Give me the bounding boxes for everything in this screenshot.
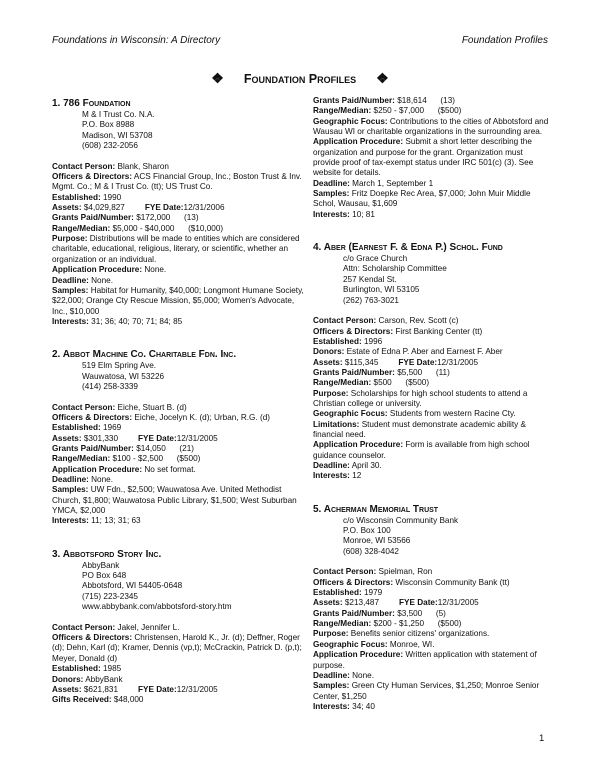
entry-address — [313, 516, 551, 557]
limitations: Limitations: Student must demonstrate academic ability & financial need. — [313, 419, 526, 439]
assets: Assets: $621,831 FYE Date:12/31/2005 — [52, 684, 218, 694]
interests: Interests: 10; 81 — [313, 209, 375, 219]
established: Established: 1990 — [52, 192, 122, 202]
foundation-entry-aber-schol-fund — [313, 242, 551, 482]
gifts-received: Gifts Received: $48,000 — [52, 695, 144, 705]
range-median: Range/Median: $250 - $7,000 ($500) — [313, 106, 462, 116]
interests: Interests: 12 — [313, 471, 362, 481]
page-title — [0, 70, 600, 87]
entry-address — [52, 110, 310, 151]
assets: Assets: $4,029,827 FYE Date:12/31/2006 — [52, 203, 225, 213]
running-header-title: Foundations in Wisconsin: A Directory — [52, 35, 221, 46]
foundation-entry-abbotsford-story — [52, 549, 310, 706]
officers-directors: Officers & Directors: First Banking Center (tt) — [313, 326, 483, 336]
left-column — [52, 98, 310, 706]
address-line: (262) 763-3021 — [343, 295, 399, 305]
address-line: (608) 232-2056 — [82, 141, 138, 151]
address-line: Wauwatosa, WI 53226 — [82, 371, 165, 381]
contact-person: Contact Person: Spielman, Ron — [313, 567, 433, 577]
address-line: 257 Kendal St. — [343, 274, 397, 284]
samples: Samples: Green Cty Human Services, $1,250; Monroe Senior Center, $1,250 — [313, 681, 540, 701]
right-column — [313, 96, 551, 712]
address-line: (608) 328-4042 — [343, 546, 399, 556]
foundation-entry-abbot-machine — [52, 349, 310, 527]
interests: Interests: 31; 36; 40; 70; 71; 84; 85 — [52, 316, 183, 326]
entry-address — [52, 361, 310, 392]
address-line: 519 Elm Spring Ave. — [82, 361, 157, 371]
address-line: Attn: Scholarship Committee — [343, 264, 447, 274]
address-line: (715) 223-2345 — [82, 591, 138, 601]
application-procedure: Application Procedure: Form is available from high school guidance counselor. — [313, 440, 530, 460]
purpose: Purpose: Distributions will be made to entities which are considered charitable, educational, religious, literary, or scientific, whether an organization or an individual. — [52, 234, 300, 264]
geographic-focus: Geographic Focus: Monroe, WI. — [313, 639, 435, 649]
application-procedure: Application Procedure: No set format. — [52, 464, 196, 474]
purpose: Purpose: Scholarships for high school students to attend a Christian college or university. — [313, 388, 528, 408]
entry-title: 3. Abbotsford Story Inc. — [52, 548, 162, 560]
samples: Samples: Fritz Doepke Rec Area, $7,000; John Muir Middle Schol, Wausau, $1,609 — [313, 189, 531, 209]
deadline: Deadline: March 1, September 1 — [313, 178, 434, 188]
deadline: Deadline: None. — [52, 475, 113, 484]
established: Established: 1969 — [52, 423, 122, 433]
grants-paid: Grants Paid/Number: $3,500 (5) — [313, 608, 446, 618]
entry-title: 1. 786 Foundation — [52, 98, 131, 109]
address-line: (414) 258-3339 — [82, 381, 138, 391]
range-median: Range/Median: $200 - $1,250 ($500) — [313, 619, 462, 629]
donors: Donors: Estate of Edna P. Aber and Earnest F. Aber — [313, 347, 503, 357]
interests: Interests: 11; 13; 31; 63 — [52, 516, 141, 526]
website-link[interactable]: www.abbybank.com/abbotsford-story.htm — [82, 602, 232, 612]
officers-directors: Officers & Directors: Christensen, Harold K., Jr. (d); Deffner, Roger (d); Dehn, Karl (d); Kramer, Dennis (vp,t); McCrackin, Patrick D. (p,t); Meyer, Donald (d) — [52, 633, 302, 663]
grants-paid: Grants Paid/Number: $14,050 (21) — [52, 443, 194, 453]
officers-directors: Officers & Directors: ACS Financial Group, Inc.; Boston Trust & Inv. Mgmt. Co.; M & I Trust Co. (tt); US Trust Co. — [52, 172, 302, 192]
officers-directors: Officers & Directors: Wisconsin Community Bank (tt) — [313, 577, 510, 587]
established: Established: 1985 — [52, 664, 122, 674]
established: Established: 1979 — [313, 588, 383, 598]
page-title-text: Foundation Profiles — [243, 72, 357, 86]
address-line: c/o Wisconsin Community Bank — [343, 515, 459, 525]
range-median: Range/Median: $100 - $2,500 ($500) — [52, 454, 201, 464]
application-procedure: Application Procedure: Written application with statement of purpose. — [313, 650, 537, 670]
address-line: PO Box 648 — [82, 571, 127, 581]
deadline: Deadline: April 30. — [313, 461, 382, 470]
entry-title: 4. Aber (Earnest F. & Edna P.) Schol. Fund — [313, 242, 503, 254]
deadline: Deadline: None. — [52, 275, 113, 285]
geographic-focus: Geographic Focus: Students from western Racine Cty. — [313, 409, 516, 419]
grants-paid: Grants Paid/Number: $172,000 (13) — [52, 213, 199, 223]
address-line: P.O. Box 100 — [343, 526, 391, 536]
address-line: Madison, WI 53708 — [82, 130, 153, 140]
contact-person: Contact Person: Jakel, Jennifer L. — [52, 622, 180, 632]
entry-title: 2. Abbot Machine Co. Charitable Fdn. Inc. — [52, 349, 237, 361]
interests: Interests: 34; 40 — [313, 701, 375, 711]
donors: Donors: AbbyBank — [52, 674, 123, 684]
address-line: Abbotsford, WI 54405-0648 — [82, 581, 183, 591]
assets: Assets: $213,487 FYE Date:12/31/2005 — [313, 598, 479, 608]
foundation-entry-abbotsford-story-continued — [313, 96, 551, 220]
application-procedure: Application Procedure: Submit a short letter describing the organization and purpose for the grant. Organization must provide proof of tax-exempt status under IRC 501(c) (3). See website for details. — [313, 137, 534, 178]
established: Established: 1996 — [313, 336, 383, 346]
application-procedure: Application Procedure: None. — [52, 265, 167, 275]
grants-paid: Grants Paid/Number: $18,614 (13) — [313, 96, 455, 105]
samples: Samples: Habitat for Humanity, $40,000; Longmont Humane Society, $22,000; Orange Cty Rescue Mission, $5,000; Women's Advocate, Inc., $10,000 — [52, 285, 304, 316]
grants-paid: Grants Paid/Number: $5,500 (11) — [313, 367, 450, 377]
samples: Samples: UW Fdn., $2,500; Wauwatosa Ave. United Methodist Church, $1,800; Wauwatosa Public Library, $1,500; West Suburban YMCA, $2,000 — [52, 485, 297, 516]
foundation-entry-acherman-memorial — [313, 504, 551, 713]
foundation-entry-786 — [52, 98, 310, 327]
diamond-ornament-icon: ❖ — [376, 70, 389, 86]
address-line: AbbyBank — [82, 560, 120, 570]
page-number: 1 — [539, 733, 545, 744]
diamond-ornament-icon: ❖ — [211, 70, 224, 86]
officers-directors: Officers & Directors: Eiche, Jocelyn K. (d); Urban, R.G. (d) — [52, 412, 270, 422]
assets: Assets: $115,345 FYE Date:12/31/2005 — [313, 357, 479, 367]
address-line: P.O. Box 8988 — [82, 120, 135, 130]
entry-title: 5. Acherman Memorial Trust — [313, 503, 439, 515]
geographic-focus: Geographic Focus: Contributions to the cities of Abbotsford and Wausau WI or charitable organizations in the surrounding area. — [313, 116, 549, 137]
entry-address — [52, 561, 310, 613]
range-median: Range/Median: $5,000 - $40,000 ($10,000) — [52, 223, 224, 233]
address-line: Burlington, WI 53105 — [343, 285, 420, 295]
contact-person: Contact Person: Eiche, Stuart B. (d) — [52, 402, 187, 412]
running-header-section: Foundation Profiles — [461, 35, 548, 46]
range-median: Range/Median: $500 ($500) — [313, 378, 430, 388]
address-line: M & I Trust Co. N.A. — [82, 110, 155, 119]
address-line: Monroe, WI 53566 — [343, 536, 411, 546]
address-line: c/o Grace Church — [343, 254, 408, 264]
entry-address — [313, 254, 551, 306]
deadline: Deadline: None. — [313, 670, 374, 680]
contact-person: Contact Person: Carson, Rev. Scott (c) — [313, 316, 459, 326]
contact-person: Contact Person: Blank, Sharon — [52, 161, 169, 171]
purpose: Purpose: Benefits senior citizens' organizations. — [313, 629, 490, 639]
assets: Assets: $301,330 FYE Date:12/31/2005 — [52, 433, 218, 443]
